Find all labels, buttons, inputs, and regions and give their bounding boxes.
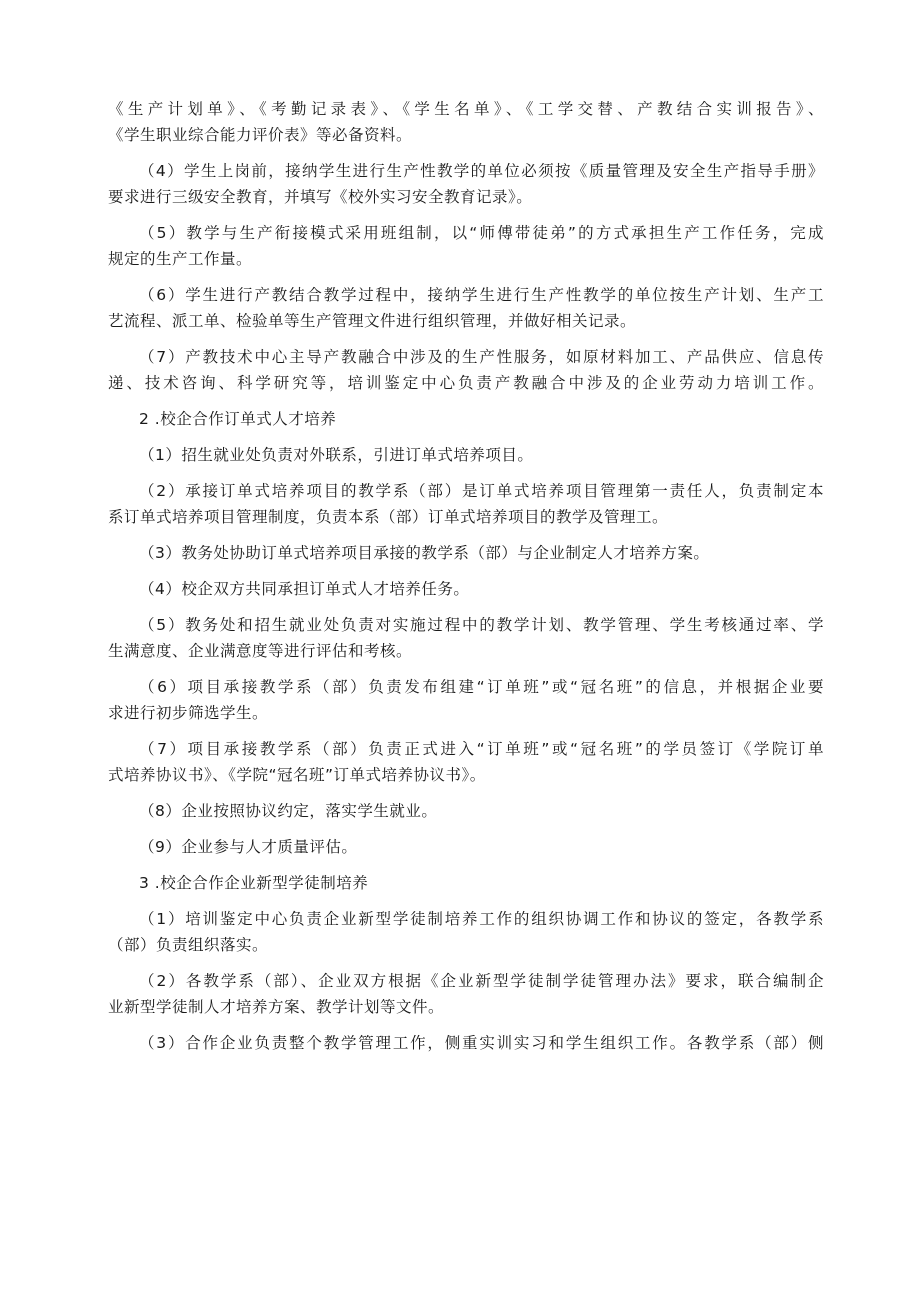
text-line: 生满意度、企业满意度等进行评估和考核。	[108, 642, 413, 660]
document-body	[108, 96, 824, 1066]
paragraph-order-item-3	[108, 540, 824, 566]
paragraph-order-item-5	[108, 612, 824, 664]
text-line: （1）培训鉴定中心负责企业新型学徒制培养工作的组织协调工作和协议的签定，各教学系	[139, 910, 824, 928]
text-line: 求进行初步筛选学生。	[108, 704, 269, 722]
paragraph-item-5-team	[108, 220, 824, 272]
paragraph-order-item-2	[108, 478, 824, 530]
text-line: （9）企业参与人才质量评估。	[139, 838, 358, 856]
text-line: （6）项目承接教学系（部）负责发布组建“订单班”或“冠名班”的信息，并根据企业要	[139, 678, 825, 696]
text-line: （4）学生上岗前，接纳学生进行生产性教学的单位必须按《质量管理及安全生产指导手册》	[139, 162, 824, 180]
text-line: 业新型学徒制人才培养方案、教学计划等文件。	[108, 998, 445, 1016]
paragraph-order-item-6	[108, 674, 824, 726]
text-line: 系订单式培养项目管理制度，负责本系（部）订单式培养项目的教学及管理工。	[108, 508, 669, 526]
paragraph-required-materials	[108, 96, 824, 148]
text-line: 递、技术咨询、科学研究等，培训鉴定中心负责产教融合中涉及的企业劳动力培训工作。	[108, 374, 824, 392]
text-line: （3）教务处协助订单式培养项目承接的教学系（部）与企业制定人才培养方案。	[139, 544, 710, 562]
paragraph-order-item-9	[108, 834, 824, 860]
text-line: （5）教学与生产衔接模式采用班组制，以“师傅带徒弟”的方式承担生产工作任务，完成	[139, 224, 824, 242]
paragraph-order-item-1	[108, 442, 824, 468]
section-heading-apprenticeship	[108, 870, 824, 896]
text-line: （2）承接订单式培养项目的教学系（部）是订单式培养项目管理第一责任人，负责制定本	[139, 482, 824, 500]
text-line: 规定的生产工作量。	[108, 250, 253, 268]
text-line: 艺流程、派工单、检验单等生产管理文件进行组织管理，并做好相关记录。	[108, 312, 637, 330]
text-line: （4）校企双方共同承担订单式人才培养任务。	[139, 580, 470, 598]
text-line: 式培养协议书》、《学院“冠名班”订单式培养协议书》。	[108, 766, 486, 784]
paragraph-item-6-management	[108, 282, 824, 334]
text-line: （3）合作企业负责整个教学管理工作，侧重实训实习和学生组织工作。各教学系（部）侧	[139, 1034, 824, 1052]
text-line: （1）招生就业处负责对外联系，引进订单式培养项目。	[139, 446, 534, 464]
text-line: （7）产教技术中心主导产教融合中涉及的生产性服务，如原材料加工、产品供应、信息传	[139, 348, 824, 366]
paragraph-item-7-services	[108, 344, 824, 396]
section-heading: 3 .校企合作企业新型学徒制培养	[139, 874, 369, 892]
text-line: 《学生职业综合能力评价表》等必备资料。	[108, 126, 413, 144]
text-line: （5）教务处和招生就业处负责对实施过程中的教学计划、教学管理、学生考核通过率、学	[139, 616, 824, 634]
paragraph-order-item-8	[108, 798, 824, 824]
paragraph-apprentice-item-3	[108, 1030, 824, 1056]
text-line: （部）负责组织落实。	[108, 936, 269, 954]
text-line: （7）项目承接教学系（部）负责正式进入“订单班”或“冠名班”的学员签订《学院订单	[139, 740, 825, 758]
section-heading: 2 .校企合作订单式人才培养	[139, 410, 337, 428]
text-line: （6）学生进行产教结合教学过程中，接纳学生进行生产性教学的单位按生产计划、生产工	[139, 286, 824, 304]
paragraph-apprentice-item-2	[108, 968, 824, 1020]
section-heading-order-training	[108, 406, 824, 432]
text-line: 要求进行三级安全教育，并填写《校外实习安全教育记录》。	[108, 188, 533, 206]
paragraph-order-item-4	[108, 576, 824, 602]
paragraph-apprentice-item-1	[108, 906, 824, 958]
text-line: （2）各教学系（部）、企业双方根据《企业新型学徒制学徒管理办法》要求，联合编制企	[139, 972, 824, 990]
text-line: 《生产计划单》、《考勤记录表》、《学生名单》、《工学交替、产教结合实训报告》、	[108, 100, 824, 118]
text-line: （8）企业按照协议约定，落实学生就业。	[139, 802, 438, 820]
paragraph-item-4-safety	[108, 158, 824, 210]
paragraph-order-item-7	[108, 736, 824, 788]
